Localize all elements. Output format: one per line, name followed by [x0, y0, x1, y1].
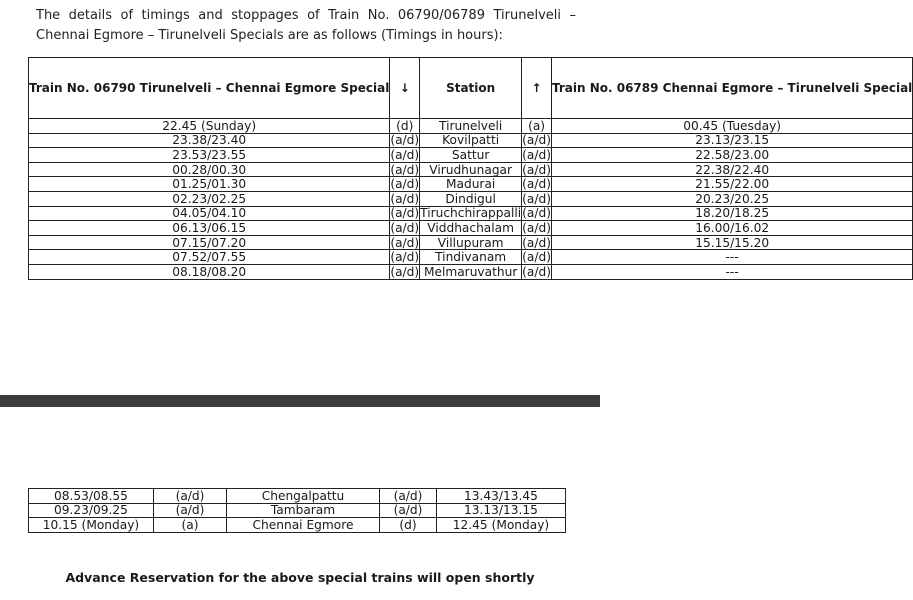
direction-cell: (a/d): [154, 489, 227, 504]
direction-cell: (d): [390, 119, 420, 134]
direction-cell: (a/d): [390, 206, 420, 221]
table-row: [29, 264, 913, 279]
station-cell: Viddhachalam: [420, 221, 522, 236]
arrival-cell: 13.43/13.45: [437, 489, 566, 504]
timetable-top: [28, 57, 913, 280]
table-row: [29, 119, 913, 134]
direction-cell: (a): [154, 518, 227, 533]
arrival-cell: 16.00/16.02: [551, 221, 912, 236]
table-row: [29, 148, 913, 163]
station-cell: Kovilpatti: [420, 133, 522, 148]
departure-cell: 22.45 (Sunday): [29, 119, 390, 134]
direction-cell: (a/d): [390, 147, 420, 162]
direction-cell: (a/d): [390, 133, 420, 148]
direction-cell: (a/d): [390, 177, 420, 192]
direction-cell: (a): [522, 119, 552, 134]
table-row: [29, 133, 913, 148]
station-cell: Melmaruvathur: [420, 264, 522, 279]
timetable-bottom: [28, 488, 566, 533]
arrival-cell: ---: [551, 264, 912, 279]
departure-cell: 23.53/23.55: [29, 148, 390, 163]
departure-cell: 04.05/04.10: [29, 206, 390, 221]
departure-cell: 01.25/01.30: [29, 177, 390, 192]
direction-cell: (a/d): [522, 162, 551, 177]
departure-cell: 08.18/08.20: [29, 264, 390, 279]
table-row: [29, 177, 913, 192]
table-row: [29, 489, 566, 504]
direction-cell: (a/d): [522, 264, 551, 279]
station-cell: Tindivanam: [420, 250, 522, 265]
header-left-train: Train No. 06790 Tirunelveli – Chennai Egmore Special: [29, 58, 390, 119]
table-row: [29, 518, 566, 533]
direction-cell: (a/d): [522, 147, 551, 162]
arrival-cell: 20.23/20.25: [551, 191, 912, 206]
direction-cell: (a/d): [390, 264, 420, 279]
table-header-row: [29, 58, 913, 119]
departure-cell: 09.23/09.25: [29, 503, 154, 518]
arrival-cell: 15.15/15.20: [551, 235, 912, 250]
station-cell: Virudhunagar: [420, 162, 522, 177]
direction-cell: (a/d): [154, 503, 227, 518]
station-cell: Chennai Egmore: [227, 518, 380, 533]
arrival-cell: 12.45 (Monday): [437, 518, 566, 533]
arrival-cell: ---: [551, 250, 912, 265]
departure-cell: 06.13/06.15: [29, 221, 390, 236]
direction-cell: (a/d): [380, 503, 437, 518]
intro-paragraph: The details of timings and stoppages of Train No. 06790/06789 Tirunelveli – Chennai Egmore – Tirunelveli Specials are as follows (Timings in hours):: [36, 8, 576, 43]
up-arrow-icon: ↑: [522, 58, 552, 119]
direction-cell: (a/d): [390, 250, 420, 265]
reservation-note: Advance Reservation for the above special trains will open shortly: [65, 570, 535, 585]
direction-cell: (a/d): [522, 133, 551, 148]
arrival-cell: 13.13/13.15: [437, 503, 566, 518]
direction-cell: (a/d): [522, 191, 551, 206]
table-row: [29, 191, 913, 206]
table-row: [29, 250, 913, 265]
arrival-cell: 22.38/22.40: [551, 162, 912, 177]
arrival-cell: 22.58/23.00: [551, 148, 912, 163]
station-cell: Tiruchchirappalli: [420, 206, 522, 221]
station-cell: Tirunelveli: [420, 119, 522, 134]
station-cell: Tambaram: [227, 503, 380, 518]
station-cell: Madurai: [420, 177, 522, 192]
station-cell: Villupuram: [420, 235, 522, 250]
station-cell: Chengalpattu: [227, 489, 380, 504]
direction-cell: (d): [380, 518, 437, 533]
header-station: Station: [420, 58, 522, 119]
table-row: [29, 221, 913, 236]
table-row: [29, 162, 913, 177]
station-cell: Dindigul: [420, 191, 522, 206]
direction-cell: (a/d): [522, 235, 551, 250]
down-arrow-icon: ↓: [390, 58, 420, 119]
direction-cell: (a/d): [522, 206, 551, 221]
departure-cell: 07.15/07.20: [29, 235, 390, 250]
departure-cell: 10.15 (Monday): [29, 518, 154, 533]
arrival-cell: 23.13/23.15: [551, 133, 912, 148]
direction-cell: (a/d): [390, 191, 420, 206]
departure-cell: 23.38/23.40: [29, 133, 390, 148]
departure-cell: 02.23/02.25: [29, 191, 390, 206]
table-row: [29, 503, 566, 518]
direction-cell: (a/d): [390, 235, 420, 250]
direction-cell: (a/d): [522, 177, 551, 192]
departure-cell: 08.53/08.55: [29, 489, 154, 504]
table-row: [29, 235, 913, 250]
arrival-cell: 00.45 (Tuesday): [551, 119, 912, 134]
direction-cell: (a/d): [522, 250, 551, 265]
direction-cell: (a/d): [390, 220, 420, 235]
departure-cell: 00.28/00.30: [29, 162, 390, 177]
header-right-train: Train No. 06789 Chennai Egmore – Tirunelveli Special: [551, 58, 912, 119]
direction-cell: (a/d): [390, 162, 420, 177]
arrival-cell: 21.55/22.00: [551, 177, 912, 192]
station-cell: Sattur: [420, 148, 522, 163]
direction-cell: (a/d): [522, 220, 551, 235]
departure-cell: 07.52/07.55: [29, 250, 390, 265]
direction-cell: (a/d): [380, 489, 437, 504]
arrival-cell: 18.20/18.25: [551, 206, 912, 221]
table-row: [29, 206, 913, 221]
page-divider: [0, 395, 600, 407]
